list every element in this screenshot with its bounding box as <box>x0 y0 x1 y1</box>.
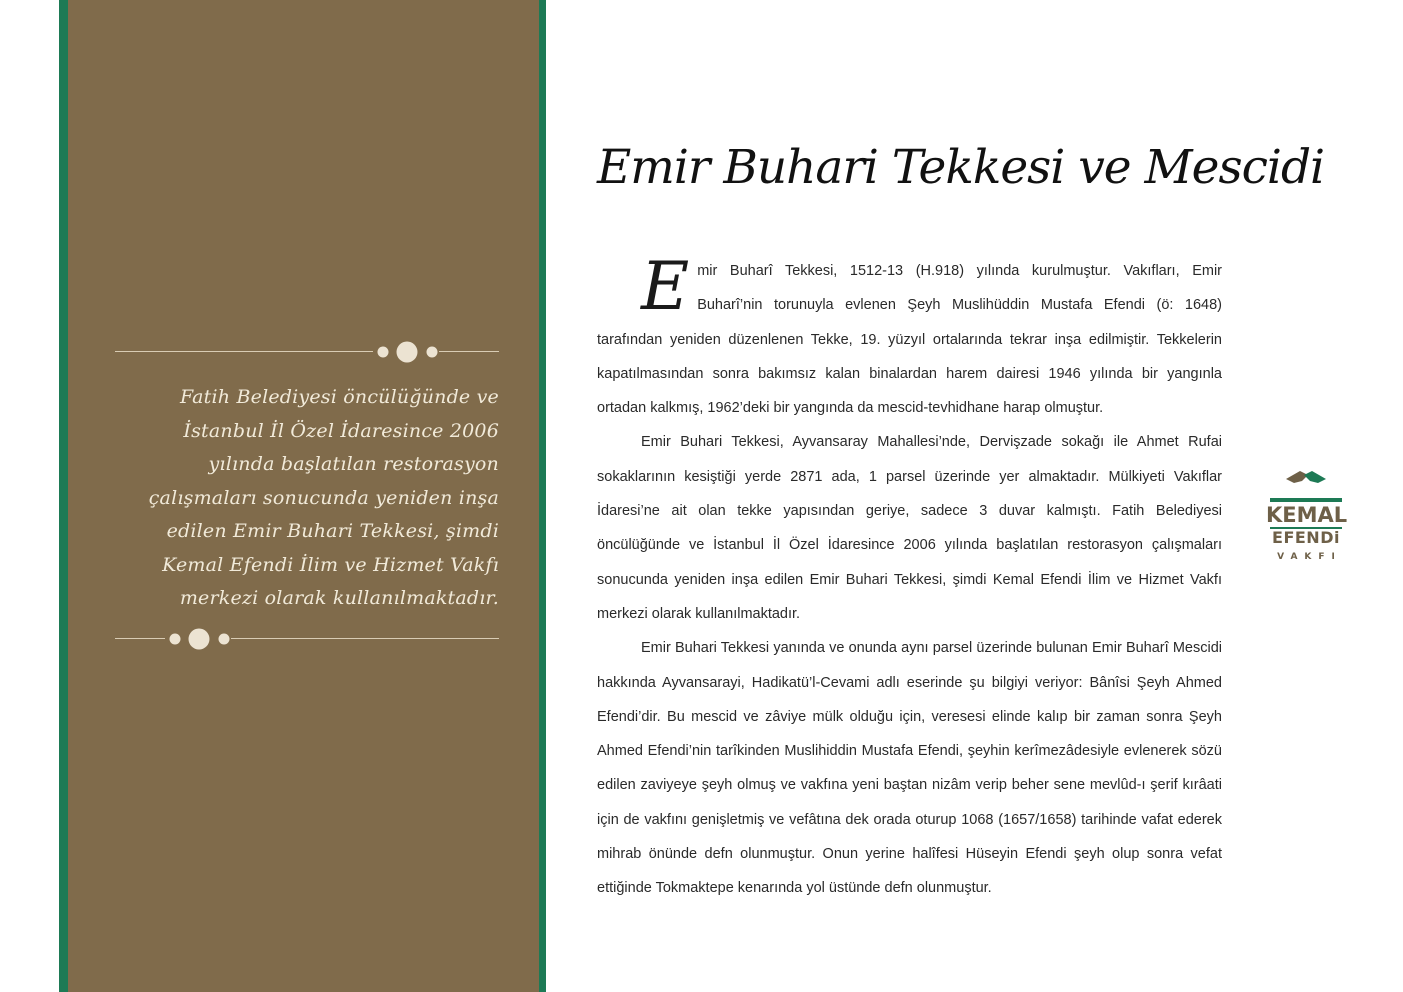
ornament-top <box>115 340 499 364</box>
article-paragraph <box>597 248 1222 425</box>
kemal-efendi-logo <box>1266 425 1346 567</box>
drop-cap: E <box>641 248 690 325</box>
paragraph-text: mir Buharî Tekkesi, 1512-13 (H.918) yılında kurulmuştur. Vakıfları, Emir Buharî’nin torunuyla evlenen Şeyh Muslihüddin Mustafa Efendi (ö: 1648) tarafından yeniden düzenlenen Tekke, 19. yüzyıl ortalarında tekrar inşa edilmiştir. Tekkelerin kapatılmasından sonra bakımsız kalan binalardan harem dairesi 1946 yılında bir yangınla ortadan kalkmış, 1962’deki bir yangında da mescid-tevhidhane harap olmuştur. <box>597 263 1222 417</box>
logo-text-efendi: EFENDi <box>1272 528 1340 547</box>
side-panel <box>59 0 546 992</box>
crescent-handshake-icon <box>1266 425 1346 497</box>
pull-quote: Fatih Belediyesi öncülüğünde ve İstanbul İl Özel İdaresince 2006 yılında başlatılan restorasyon çalışmaları sonucunda yeniden inşa edilen Emir Buhari Tekkesi, şimdi Kemal Efendi İlim ve Hizmet Vakfı merkezi olarak kullanılmaktadır. <box>148 386 499 609</box>
article-paragraph: Emir Buhari Tekkesi, Ayvansaray Mahallesi’nde, Dervişzade sokağı ile Ahmet Rufai sokaklarının kesiştiği yerde 2871 ada, 1 parsel üzerinde yer almaktadır. Mülkiyeti Vakıflar İdaresi’ne ait olan tekke yapısından geriye, sadece 3 duvar kalmıştı. Fatih Belediyesi öncülüğünde ve İstanbul İl Özel İdaresince 2006 yılında başlatılan restorasyon çalışmaları sonucunda yeniden inşa edilen Emir Buhari Tekkesi, şimdi Kemal Efendi İlim ve Hizmet Vakfı merkezi olarak kullanılmaktadır. <box>597 434 1222 622</box>
article-paragraph: Emir Buhari Tekkesi yanında ve onunda aynı parsel üzerinde bulunan Emir Buharî Mescidi hakkında Ayvansarayi, Hadikatü’l-Cevami adlı eserinde şu bilgiyi veriyor: Bânîsi Şeyh Ahmed Efendi’dir. Bu mescid ve zâviye mülk olduğu için, veresesi elinde kalıp bir zaman sonra Şeyh Ahmed Efendi’nin tarîkinden Muslihiddin Mustafa Efendi, şeyhin kerîmezâdesiyle evlenerek sözü edilen zaviyeye şeyh olmuş ve vakfına yeni baştan nizâm verip beher sene mevlûd-ı şerif kırâati için de vakfını genişletmiş ve vefâtına dek orada oturup 1068 (1657/1658) tarihinde vafat ederek mihrab önünde defn olunmuştur. Onun yerine halîfesi Hüseyin Efendi şeyh olup sonra vefat ettiğinde Tokmaktepe kenarında yol üstünde defn olunmuştur. <box>597 640 1222 897</box>
logo-text-vakfi: VAKFI <box>1277 552 1342 562</box>
logo-text-kemal: KEMAL <box>1266 503 1348 527</box>
page-title: Emir Buhari Tekkesi ve Mescidi <box>597 140 1325 195</box>
article-body <box>597 248 1222 906</box>
ornament-bottom <box>115 627 499 651</box>
